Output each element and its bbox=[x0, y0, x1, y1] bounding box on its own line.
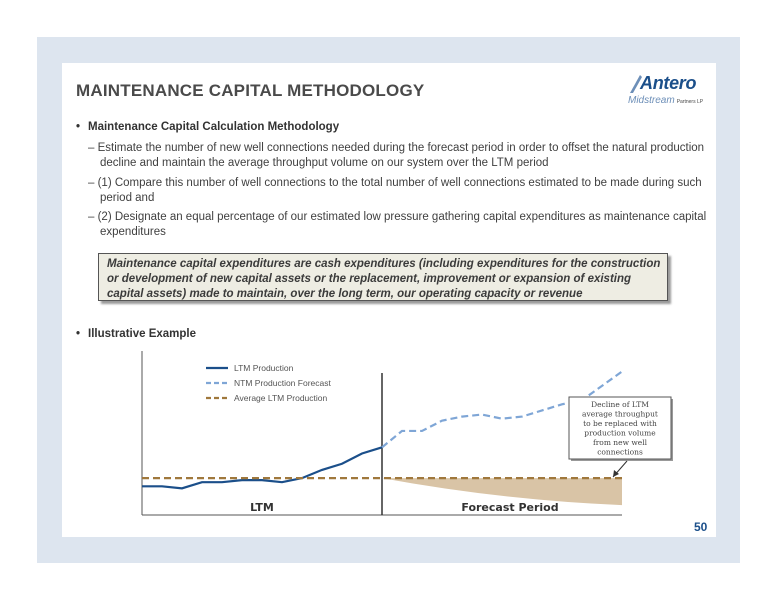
annotation-line: Decline of LTM bbox=[591, 400, 649, 409]
logo-subtitle: Midstream Partners LP bbox=[628, 95, 704, 106]
annotation-line: average throughput bbox=[582, 409, 658, 419]
ltm-label: LTM bbox=[250, 501, 274, 514]
methodology-item-1: – Estimate the number of new well connections needed during the forecast period in order to offset the natural production decline and maintain the average throughput volume on our system over the LTM period bbox=[88, 142, 705, 169]
annotation-line: to be replaced with bbox=[583, 419, 657, 428]
legend-label-3: Average LTM Production bbox=[234, 393, 328, 403]
bullet-symbol: • bbox=[76, 328, 81, 340]
series-line-1 bbox=[142, 447, 382, 488]
bullet-symbol: • bbox=[76, 121, 81, 133]
page-title: MAINTENANCE CAPITAL METHODOLOGY bbox=[76, 81, 425, 100]
annotation-line: production volume bbox=[584, 428, 656, 438]
legend-label-2: NTM Production Forecast bbox=[234, 378, 331, 388]
page-number: 50 bbox=[694, 520, 708, 534]
methodology-item-3: – (2) Designate an equal percentage of our estimated low pressure gathering capital expenditures as maintenance capital expenditures bbox=[88, 211, 707, 238]
bullet-heading: Maintenance Capital Calculation Methodology bbox=[88, 121, 340, 133]
methodology-item-2: – (1) Compare this number of well connections to the total number of well connections estimated to be made during such period and bbox=[88, 177, 702, 204]
bullet-heading: Illustrative Example bbox=[88, 328, 197, 340]
illustrative-chart bbox=[62, 63, 716, 537]
definition-callout: Maintenance capital expenditures are cash expenditures (including expenditures for the construction or development of new capital assets or the replacement, improvement or expansion of existing capital assets) made to maintain, over the long term, our operating capacity or revenue bbox=[98, 253, 668, 301]
annotation-line: connections bbox=[597, 447, 643, 457]
annotation-line: from new well bbox=[592, 438, 648, 447]
logo-wordmark: Antero bbox=[640, 73, 697, 93]
forecast-label: Forecast Period bbox=[461, 501, 559, 514]
slide bbox=[62, 63, 716, 537]
legend-label-1: LTM Production bbox=[234, 363, 294, 373]
